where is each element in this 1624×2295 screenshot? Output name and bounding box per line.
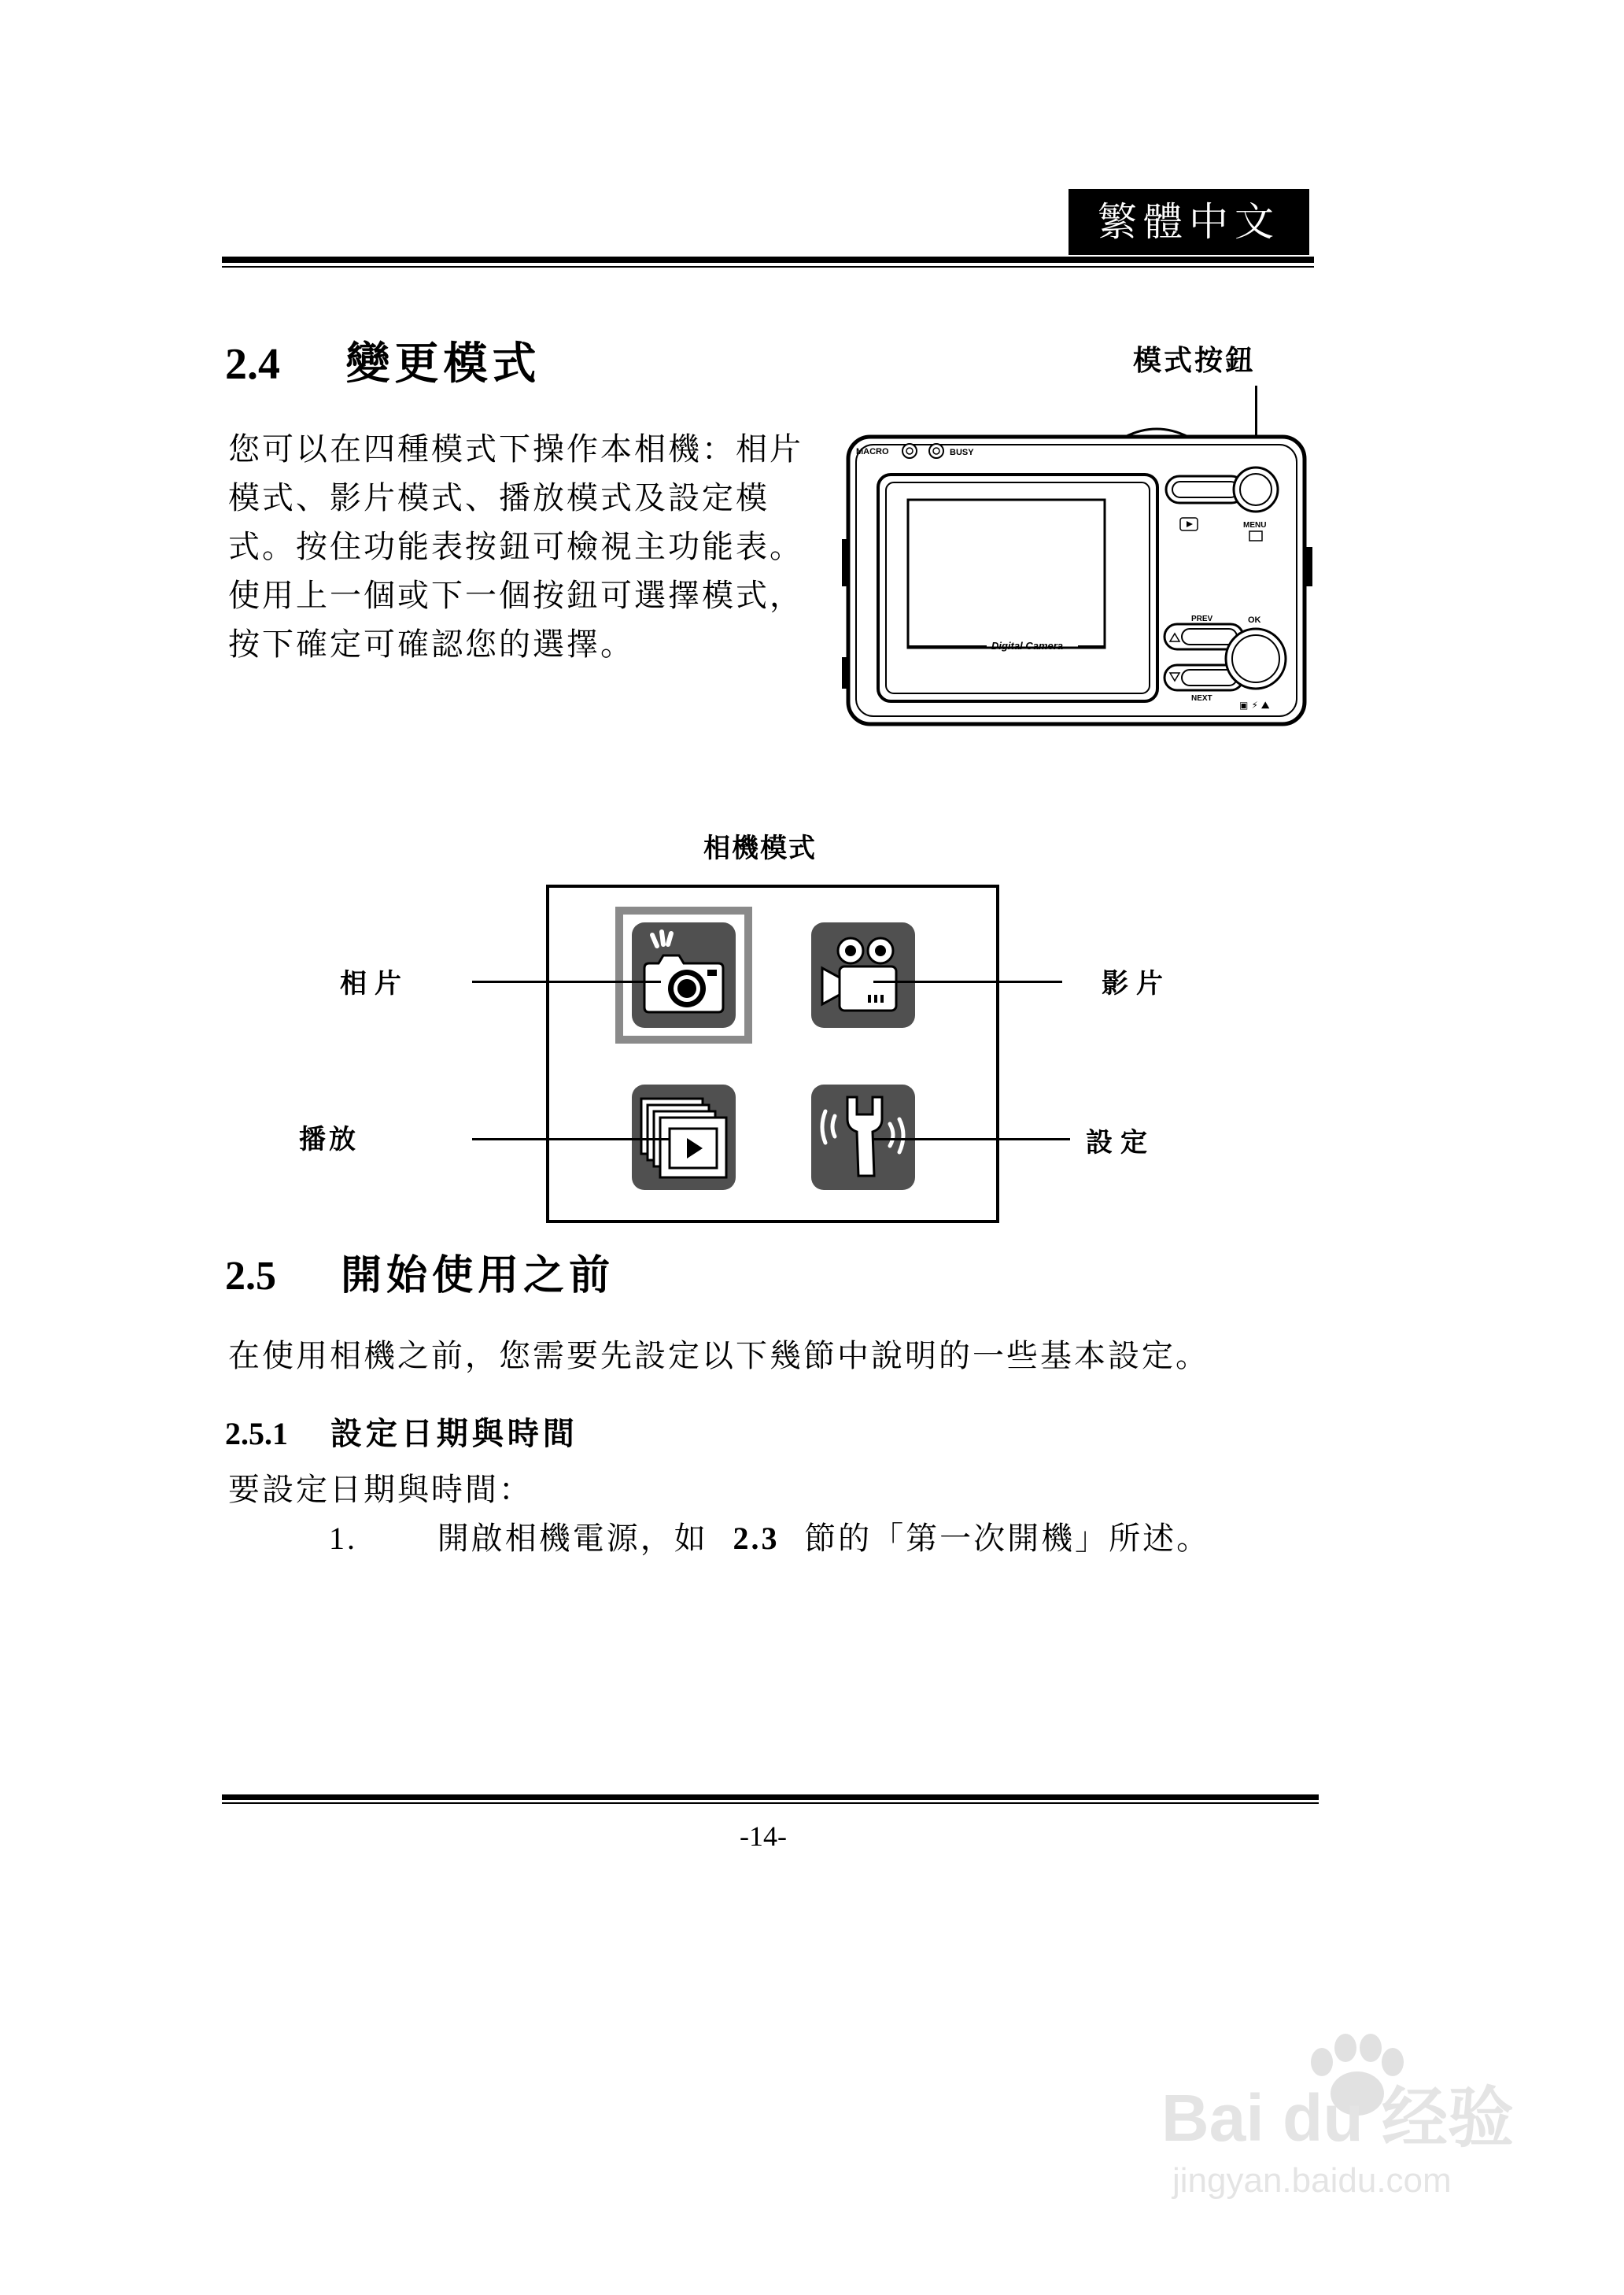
playback-icon[interactable] [632,1085,736,1190]
photo-mode-label: 相片 [340,968,409,1000]
section-number: 2.4 [225,340,280,389]
step-number: 1. [329,1521,357,1556]
mode-diagram-title: 相機模式 [703,833,817,864]
prev-label: PREV [1191,615,1213,623]
mode-button-callout-label: 模式按鈕 [1133,344,1257,377]
subsection-title: 設定日期與時間 [330,1415,578,1452]
header-rule-thin [222,266,1314,268]
camera-icon[interactable] [632,922,736,1028]
ok-label: OK [1248,615,1261,625]
watermark-url: jingyan.baidu.com [1172,2161,1452,2200]
busy-label: BUSY [950,448,974,457]
next-label: NEXT [1191,694,1212,703]
section-2-5-heading [225,1242,615,1301]
section-title: 開始使用之前 [341,1251,615,1299]
section-2-5-1-intro: 要設定日期與時間： [228,1472,533,1508]
wrench-icon[interactable] [811,1085,915,1190]
section-2-5-paragraph: 在使用相機之前，您需要先設定以下幾節中說明的一些基本設定。 [228,1338,1209,1374]
camera-back-illustration [842,421,1314,736]
section-number: 2.5 [225,1254,276,1299]
setup-mode-label: 設定 [1086,1127,1155,1159]
step-text-before: 開啟相機電源，如 [437,1521,708,1557]
section-2-4-heading [225,329,541,392]
playback-mode-line [472,1138,669,1140]
watermark-brand: Bai du 经验 [1161,2081,1515,2155]
step-ref: 2.3 [733,1521,780,1556]
section-2-5-1-heading [225,1409,578,1454]
video-camera-icon[interactable] [811,922,915,1028]
svg-text:▣ ⚡ ⛰: ▣ ⚡ ⛰ [1239,700,1270,711]
page-number: -14- [740,1820,787,1852]
baidu-watermark [1157,2007,1566,2204]
setup-mode-line [873,1138,1070,1140]
section-title: 變更模式 [345,338,541,390]
section-2-4-paragraph: 您可以在四種模式下操作本相機：相片模式、影片模式、播放模式及設定模式。按住功能表按鈕可檢視主功能表。使用上一個或下一個按鈕可選擇模式，按下確定可確認您的選擇。 [228,431,803,663]
video-mode-line [873,981,1062,983]
screen-text: Digital Camera [991,640,1064,652]
macro-label: MACRO [856,447,889,456]
header-rule [222,257,1314,263]
playback-mode-label: 播放 [299,1124,359,1155]
footer-rule [222,1794,1319,1800]
camera-diagram [842,421,1314,736]
photo-mode-line [472,981,661,983]
menu-label: MENU [1243,521,1267,530]
mode-menu-frame [546,885,999,1223]
paw-logo-icon [1157,2007,1566,2204]
step-list-item [329,1514,1210,1563]
language-badge: 繁體中文 [1069,189,1309,255]
footer-rule-thin [222,1802,1319,1804]
video-mode-label: 影片 [1102,968,1171,1000]
subsection-number: 2.5.1 [225,1416,288,1451]
step-text-after: 節的「第一次開機」所述。 [804,1521,1211,1557]
